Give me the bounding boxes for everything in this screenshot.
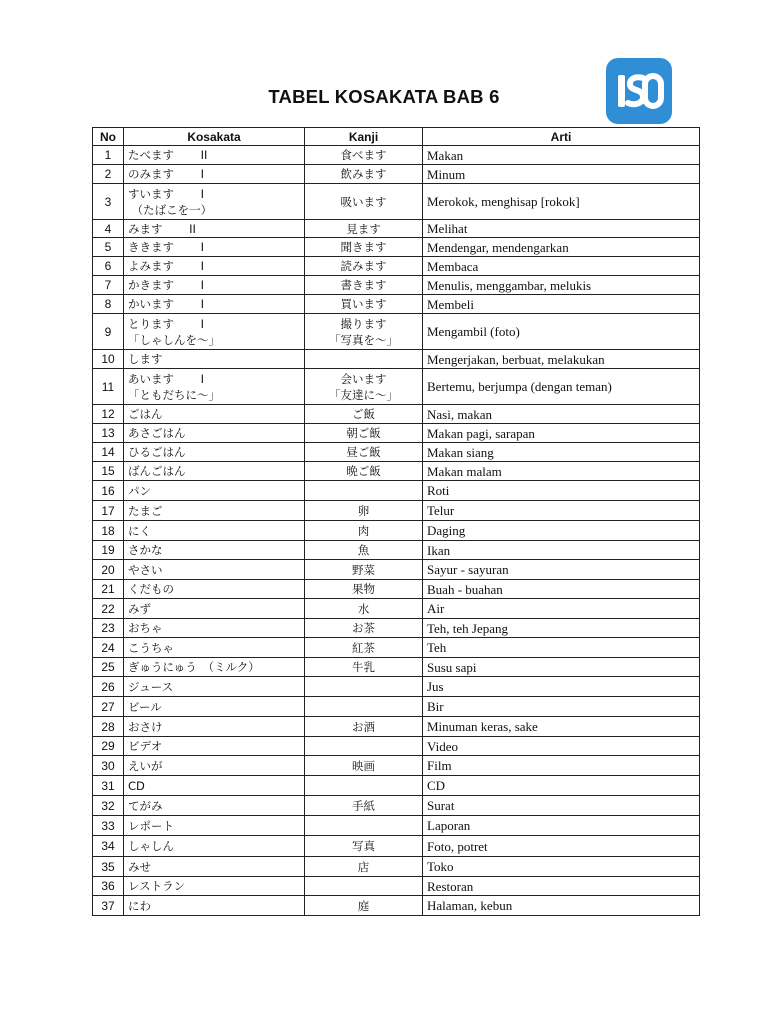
- row-number: 30: [93, 756, 124, 776]
- row-number: 23: [93, 619, 124, 638]
- kanji-cell: 撮ります 「写真を～」: [305, 314, 423, 350]
- row-number: 34: [93, 836, 124, 857]
- row-number: 29: [93, 737, 124, 756]
- arti-cell: Melihat: [423, 220, 700, 238]
- kosakata-cell: ばんごはん: [124, 462, 305, 481]
- kanji-cell: 果物: [305, 580, 423, 599]
- table-row: [93, 462, 700, 481]
- kanji-cell: 野菜: [305, 560, 423, 580]
- row-number: 7: [93, 276, 124, 295]
- row-number: 18: [93, 521, 124, 541]
- kosakata-cell: こうちゃ: [124, 638, 305, 658]
- kanji-cell: 書きます: [305, 276, 423, 295]
- table-row: [93, 619, 700, 638]
- table-row: [93, 599, 700, 619]
- row-number: 11: [93, 369, 124, 405]
- kanji-cell: 会います 「友達に～」: [305, 369, 423, 405]
- arti-cell: Roti: [423, 481, 700, 501]
- arti-cell: Sayur - sayuran: [423, 560, 700, 580]
- row-number: 16: [93, 481, 124, 501]
- row-number: 19: [93, 541, 124, 560]
- table-row: [93, 756, 700, 776]
- table-row: [93, 501, 700, 521]
- kanji-cell: 朝ご飯: [305, 424, 423, 443]
- arti-cell: Jus: [423, 677, 700, 697]
- row-number: 35: [93, 857, 124, 877]
- arti-cell: Merokok, menghisap [rokok]: [423, 184, 700, 220]
- column-header-no: No: [93, 128, 124, 146]
- kanji-cell: [305, 877, 423, 896]
- kanji-cell: 飲みます: [305, 165, 423, 184]
- arti-cell: Minuman keras, sake: [423, 717, 700, 737]
- row-number: 9: [93, 314, 124, 350]
- kanji-cell: [305, 350, 423, 369]
- row-number: 32: [93, 796, 124, 816]
- row-number: 26: [93, 677, 124, 697]
- table-row: [93, 737, 700, 756]
- column-header-arti: Arti: [423, 128, 700, 146]
- kosakata-cell: にく: [124, 521, 305, 541]
- table-row: [93, 796, 700, 816]
- kanji-cell: 昼ご飯: [305, 443, 423, 462]
- table-row: [93, 836, 700, 857]
- kosakata-cell: おちゃ: [124, 619, 305, 638]
- table-row: [93, 165, 700, 184]
- row-number: 1: [93, 146, 124, 165]
- arti-cell: Bertemu, berjumpa (dengan teman): [423, 369, 700, 405]
- kanji-cell: 庭: [305, 896, 423, 916]
- row-number: 22: [93, 599, 124, 619]
- kosakata-cell: みます II: [124, 220, 305, 238]
- kosakata-cell: ビール: [124, 697, 305, 717]
- row-number: 8: [93, 295, 124, 314]
- kosakata-cell: おさけ: [124, 717, 305, 737]
- arti-cell: Mengambil (foto): [423, 314, 700, 350]
- arti-cell: Bir: [423, 697, 700, 717]
- table-row: [93, 638, 700, 658]
- row-number: 12: [93, 405, 124, 424]
- arti-cell: Makan pagi, sarapan: [423, 424, 700, 443]
- kanji-cell: 牛乳: [305, 658, 423, 677]
- arti-cell: Laporan: [423, 816, 700, 836]
- arti-cell: Mengerjakan, berbuat, melakukan: [423, 350, 700, 369]
- table-row: [93, 295, 700, 314]
- table-row: [93, 238, 700, 257]
- arti-cell: Film: [423, 756, 700, 776]
- table-row: [93, 717, 700, 737]
- table-row: [93, 658, 700, 677]
- kosakata-cell: すいます I （たばこを一）: [124, 184, 305, 220]
- kosakata-cell: あさごはん: [124, 424, 305, 443]
- arti-cell: Makan: [423, 146, 700, 165]
- table-row: [93, 220, 700, 238]
- kosakata-cell: みせ: [124, 857, 305, 877]
- kosakata-cell: よみます I: [124, 257, 305, 276]
- arti-cell: Ikan: [423, 541, 700, 560]
- column-header-kosakata: Kosakata: [124, 128, 305, 146]
- row-number: 21: [93, 580, 124, 599]
- kosakata-cell: くだもの: [124, 580, 305, 599]
- arti-cell: Nasi, makan: [423, 405, 700, 424]
- row-number: 17: [93, 501, 124, 521]
- table-header-row: [93, 128, 700, 146]
- kanji-cell: 映画: [305, 756, 423, 776]
- table-row: [93, 184, 700, 220]
- kosakata-cell: ひるごはん: [124, 443, 305, 462]
- row-number: 28: [93, 717, 124, 737]
- arti-cell: Membeli: [423, 295, 700, 314]
- kanji-cell: ご飯: [305, 405, 423, 424]
- kanji-cell: [305, 737, 423, 756]
- table-row: [93, 521, 700, 541]
- kosakata-cell: みず: [124, 599, 305, 619]
- kanji-cell: [305, 677, 423, 697]
- arti-cell: Foto, potret: [423, 836, 700, 857]
- row-number: 2: [93, 165, 124, 184]
- kanji-cell: 肉: [305, 521, 423, 541]
- kanji-cell: 見ます: [305, 220, 423, 238]
- kosakata-cell: レポート: [124, 816, 305, 836]
- kosakata-cell: ジュース: [124, 677, 305, 697]
- kosakata-cell: にわ: [124, 896, 305, 916]
- row-number: 3: [93, 184, 124, 220]
- kosakata-cell: かいます I: [124, 295, 305, 314]
- row-number: 27: [93, 697, 124, 717]
- table-row: [93, 560, 700, 580]
- kosakata-cell: ごはん: [124, 405, 305, 424]
- kanji-cell: 卵: [305, 501, 423, 521]
- kanji-cell: 買います: [305, 295, 423, 314]
- kosakata-cell: とります I 「しゃしんを～」: [124, 314, 305, 350]
- table-row: [93, 776, 700, 796]
- kanji-cell: 読みます: [305, 257, 423, 276]
- kanji-cell: お茶: [305, 619, 423, 638]
- column-header-kanji: Kanji: [305, 128, 423, 146]
- table-row: [93, 424, 700, 443]
- arti-cell: Toko: [423, 857, 700, 877]
- kanji-cell: [305, 816, 423, 836]
- arti-cell: Surat: [423, 796, 700, 816]
- table-row: [93, 443, 700, 462]
- row-number: 36: [93, 877, 124, 896]
- kanji-cell: [305, 697, 423, 717]
- kosakata-cell: しゃしん: [124, 836, 305, 857]
- kosakata-cell: ききます I: [124, 238, 305, 257]
- row-number: 15: [93, 462, 124, 481]
- table-row: [93, 146, 700, 165]
- kanji-cell: 食べます: [305, 146, 423, 165]
- table-row: [93, 697, 700, 717]
- kanji-cell: [305, 481, 423, 501]
- table-row: [93, 541, 700, 560]
- kosakata-cell: たべます II: [124, 146, 305, 165]
- arti-cell: Telur: [423, 501, 700, 521]
- kosakata-cell: ビデオ: [124, 737, 305, 756]
- kosakata-cell: レストラン: [124, 877, 305, 896]
- arti-cell: Mendengar, mendengarkan: [423, 238, 700, 257]
- kosakata-cell: かきます I: [124, 276, 305, 295]
- arti-cell: Halaman, kebun: [423, 896, 700, 916]
- kosakata-cell: てがみ: [124, 796, 305, 816]
- kanji-cell: 紅茶: [305, 638, 423, 658]
- arti-cell: Buah - buahan: [423, 580, 700, 599]
- kanji-cell: 店: [305, 857, 423, 877]
- table-row: [93, 677, 700, 697]
- table-row: [93, 405, 700, 424]
- kanji-cell: 手紙: [305, 796, 423, 816]
- arti-cell: Teh, teh Jepang: [423, 619, 700, 638]
- row-number: 25: [93, 658, 124, 677]
- row-number: 13: [93, 424, 124, 443]
- kosakata-cell: さかな: [124, 541, 305, 560]
- table-row: [93, 896, 700, 916]
- table-row: [93, 816, 700, 836]
- kanji-cell: 水: [305, 599, 423, 619]
- arti-cell: Susu sapi: [423, 658, 700, 677]
- row-number: 4: [93, 220, 124, 238]
- kosakata-cell: パン: [124, 481, 305, 501]
- row-number: 10: [93, 350, 124, 369]
- arti-cell: CD: [423, 776, 700, 796]
- table-row: [93, 481, 700, 501]
- kanji-cell: 写真: [305, 836, 423, 857]
- arti-cell: Air: [423, 599, 700, 619]
- kosakata-cell: えいが: [124, 756, 305, 776]
- arti-cell: Membaca: [423, 257, 700, 276]
- arti-cell: Menulis, menggambar, melukis: [423, 276, 700, 295]
- page-title: TABEL KOSAKATA BAB 6: [268, 86, 500, 107]
- kosakata-cell: やさい: [124, 560, 305, 580]
- row-number: 5: [93, 238, 124, 257]
- table-row: [93, 369, 700, 405]
- row-number: 31: [93, 776, 124, 796]
- kanji-cell: お酒: [305, 717, 423, 737]
- kanji-cell: 吸います: [305, 184, 423, 220]
- row-number: 33: [93, 816, 124, 836]
- kanji-cell: 魚: [305, 541, 423, 560]
- row-number: 24: [93, 638, 124, 658]
- kosakata-cell: たまご: [124, 501, 305, 521]
- kosakata-cell: のみます I: [124, 165, 305, 184]
- kosakata-cell: します: [124, 350, 305, 369]
- kanji-cell: 晩ご飯: [305, 462, 423, 481]
- table-row: [93, 276, 700, 295]
- kosakata-cell: あいます I 「ともだちに～」: [124, 369, 305, 405]
- row-number: 6: [93, 257, 124, 276]
- table-row: [93, 580, 700, 599]
- arti-cell: Teh: [423, 638, 700, 658]
- kosakata-cell: ぎゅうにゅう （ミルク）: [124, 658, 305, 677]
- table-row: [93, 350, 700, 369]
- row-number: 20: [93, 560, 124, 580]
- kanji-cell: 聞きます: [305, 238, 423, 257]
- arti-cell: Makan malam: [423, 462, 700, 481]
- kosakata-cell: CD: [124, 776, 305, 796]
- table-row: [93, 857, 700, 877]
- arti-cell: Minum: [423, 165, 700, 184]
- table-row: [93, 257, 700, 276]
- table-row: [93, 877, 700, 896]
- arti-cell: Makan siang: [423, 443, 700, 462]
- row-number: 14: [93, 443, 124, 462]
- kanji-cell: [305, 776, 423, 796]
- arti-cell: Daging: [423, 521, 700, 541]
- table-row: [93, 314, 700, 350]
- row-number: 37: [93, 896, 124, 916]
- arti-cell: Video: [423, 737, 700, 756]
- arti-cell: Restoran: [423, 877, 700, 896]
- vocabulary-table: [92, 127, 700, 916]
